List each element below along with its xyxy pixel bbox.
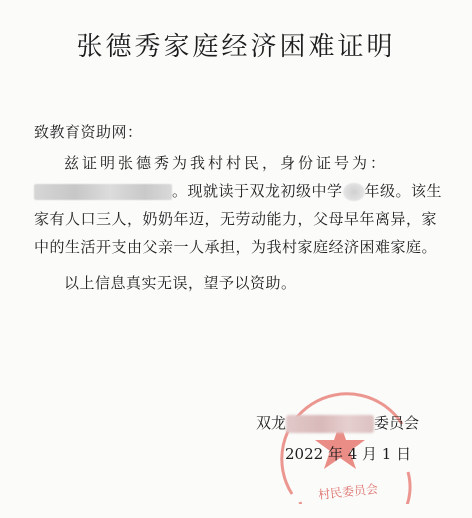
redacted-id-number bbox=[34, 184, 172, 200]
body-line-1: 兹证明张德秀为我村村民，身份证号为： bbox=[64, 154, 389, 172]
body-line-5: 以上信息真实无误，望予以资助。 bbox=[64, 274, 297, 292]
body-line-2 bbox=[34, 180, 442, 201]
seal-label: 村民委员会 bbox=[317, 481, 379, 502]
org-suffix: 委员会 bbox=[374, 414, 420, 432]
body-line-3: 家有人口三人，奶奶年迈，无劳动能力，父母早年离异，家 bbox=[34, 210, 438, 228]
grade-text: 年级。该生 bbox=[364, 182, 443, 200]
issuing-organization bbox=[256, 412, 419, 433]
redacted-grade bbox=[343, 183, 365, 201]
school-text: 。现就读于双龙初级中学 bbox=[172, 182, 343, 200]
document-title: 张德秀家庭经济困难证明 bbox=[76, 32, 396, 62]
salutation: 致教育资助网： bbox=[34, 123, 143, 141]
issue-date: 2022 年 4 月 1 日 bbox=[285, 445, 412, 463]
redacted-village-name bbox=[286, 415, 374, 433]
org-prefix: 双龙 bbox=[256, 414, 287, 432]
body-line-4: 中的生活开支由父亲一人承担，为我村家庭经济困难家庭。 bbox=[34, 238, 438, 256]
